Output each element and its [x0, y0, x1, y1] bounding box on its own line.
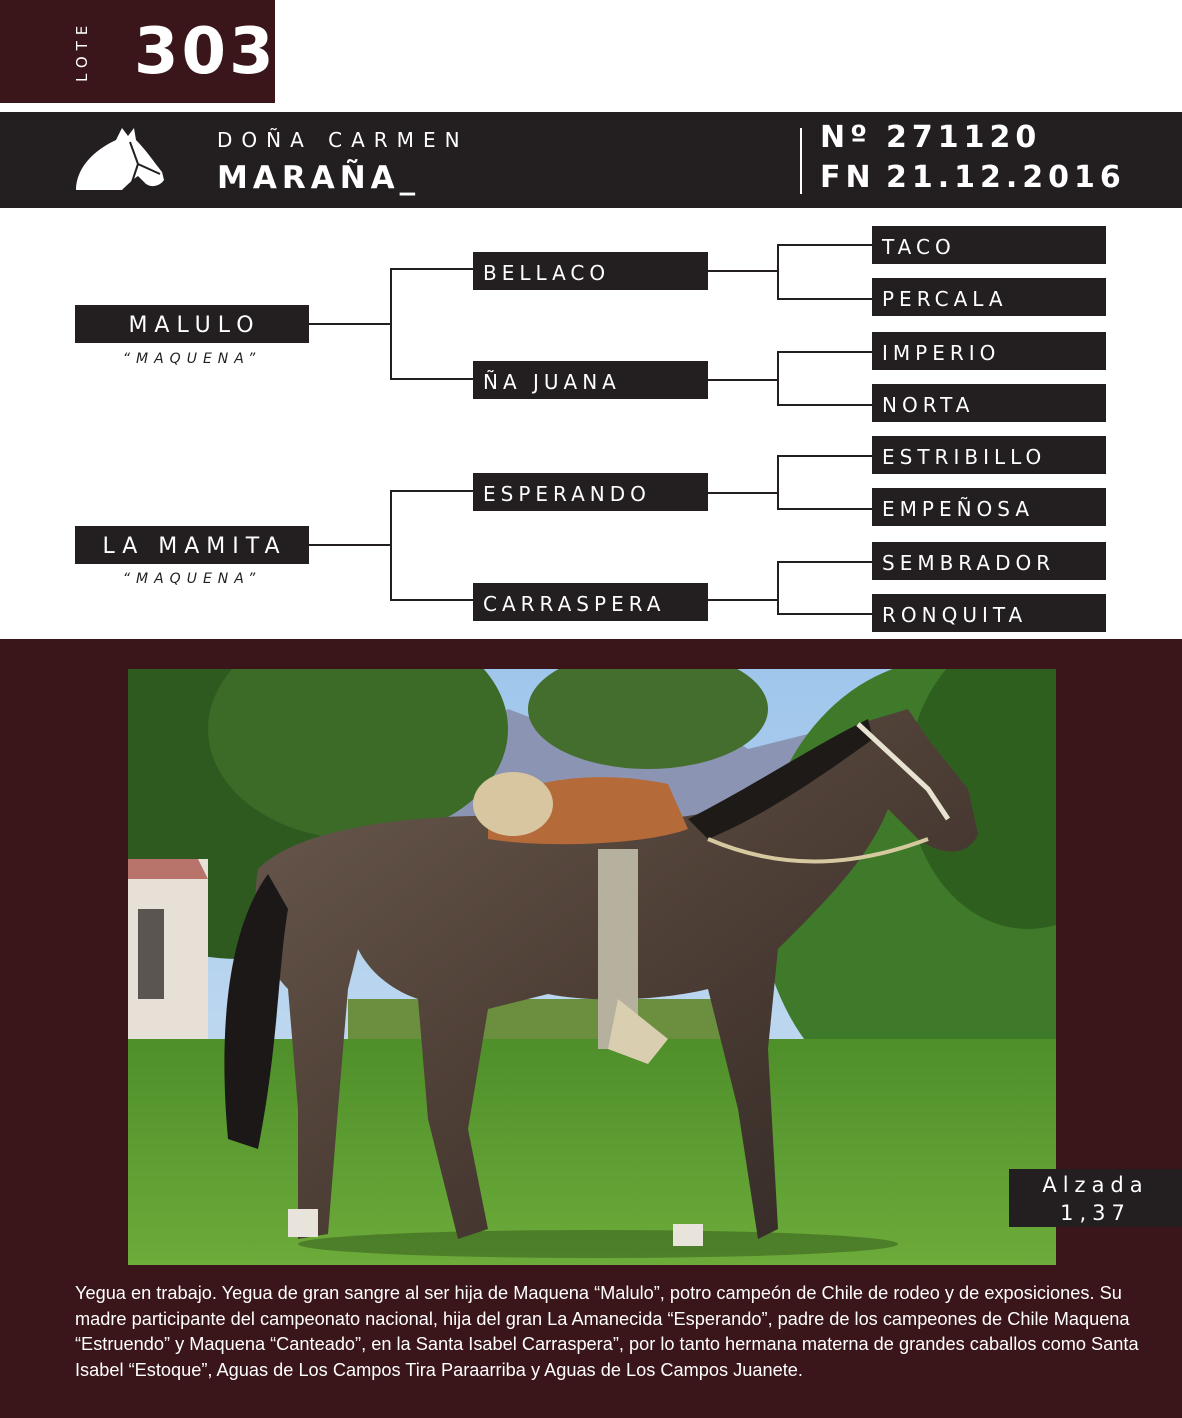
great-grandparent-box: TACO — [872, 226, 1106, 264]
birth-date — [820, 160, 1126, 195]
horse-name-line2: MARAÑA_ — [217, 160, 421, 196]
dam-name: LA MAMITA — [75, 526, 309, 564]
great-grandparent-box: SEMBRADOR — [872, 542, 1106, 580]
registration-label: Nº — [820, 120, 873, 155]
great-grandparent-box: IMPERIO — [872, 332, 1106, 370]
registration-value: 271120 — [886, 120, 1042, 155]
horse-name-line1: DOÑA CARMEN — [217, 128, 469, 152]
description-text: Yegua en trabajo. Yegua de gran sangre al ser hija de Maquena “Malulo”, potro campeón de Chile de rodeo y de exposiciones. Su madre participante del campeonato nacional, hija del gran La Amanecida “Esperando”, padre de los campeones de Chile Maquena “Estruendo” y Maquena “Canteado”, en la Santa Isabel Carraspera”, por lo tanto hermana materna de grandes caballos como Santa Isabel “Estoque”, Aguas de Los Campos Tira Paraarriba y Aguas de Los Campos Juanete. — [75, 1283, 1139, 1380]
grandparent-box: ÑA JUANA — [473, 361, 708, 399]
registration-number — [820, 120, 1041, 155]
dam-nick: “MAQUENA” — [122, 571, 262, 587]
grandparent-box: BELLACO — [473, 252, 708, 290]
great-grandparent-box: NORTA — [872, 384, 1106, 422]
horse-head-icon — [72, 124, 168, 194]
birth-date-value: 21.12.2016 — [886, 160, 1126, 195]
lote-label: LOTE — [73, 19, 91, 83]
birth-date-label: FN — [820, 160, 876, 195]
lote-number: 303 — [134, 15, 277, 89]
great-grandparent-box: PERCALA — [872, 278, 1106, 316]
alzada-value: 1,37 — [1060, 1201, 1131, 1225]
great-grandparent-box: RONQUITA — [872, 594, 1106, 632]
alzada-label: Alzada — [1042, 1173, 1149, 1197]
sire-nick: “MAQUENA” — [122, 351, 262, 367]
sire-name: MALULO — [75, 305, 309, 343]
horse-photo — [128, 669, 1056, 1265]
great-grandparent-box: EMPEÑOSA — [872, 488, 1106, 526]
alzada-box — [1009, 1169, 1182, 1227]
header-divider — [800, 128, 802, 194]
grandparent-box: ESPERANDO — [473, 473, 708, 511]
grandparent-box: CARRASPERA — [473, 583, 708, 621]
great-grandparent-box: ESTRIBILLO — [872, 436, 1106, 474]
